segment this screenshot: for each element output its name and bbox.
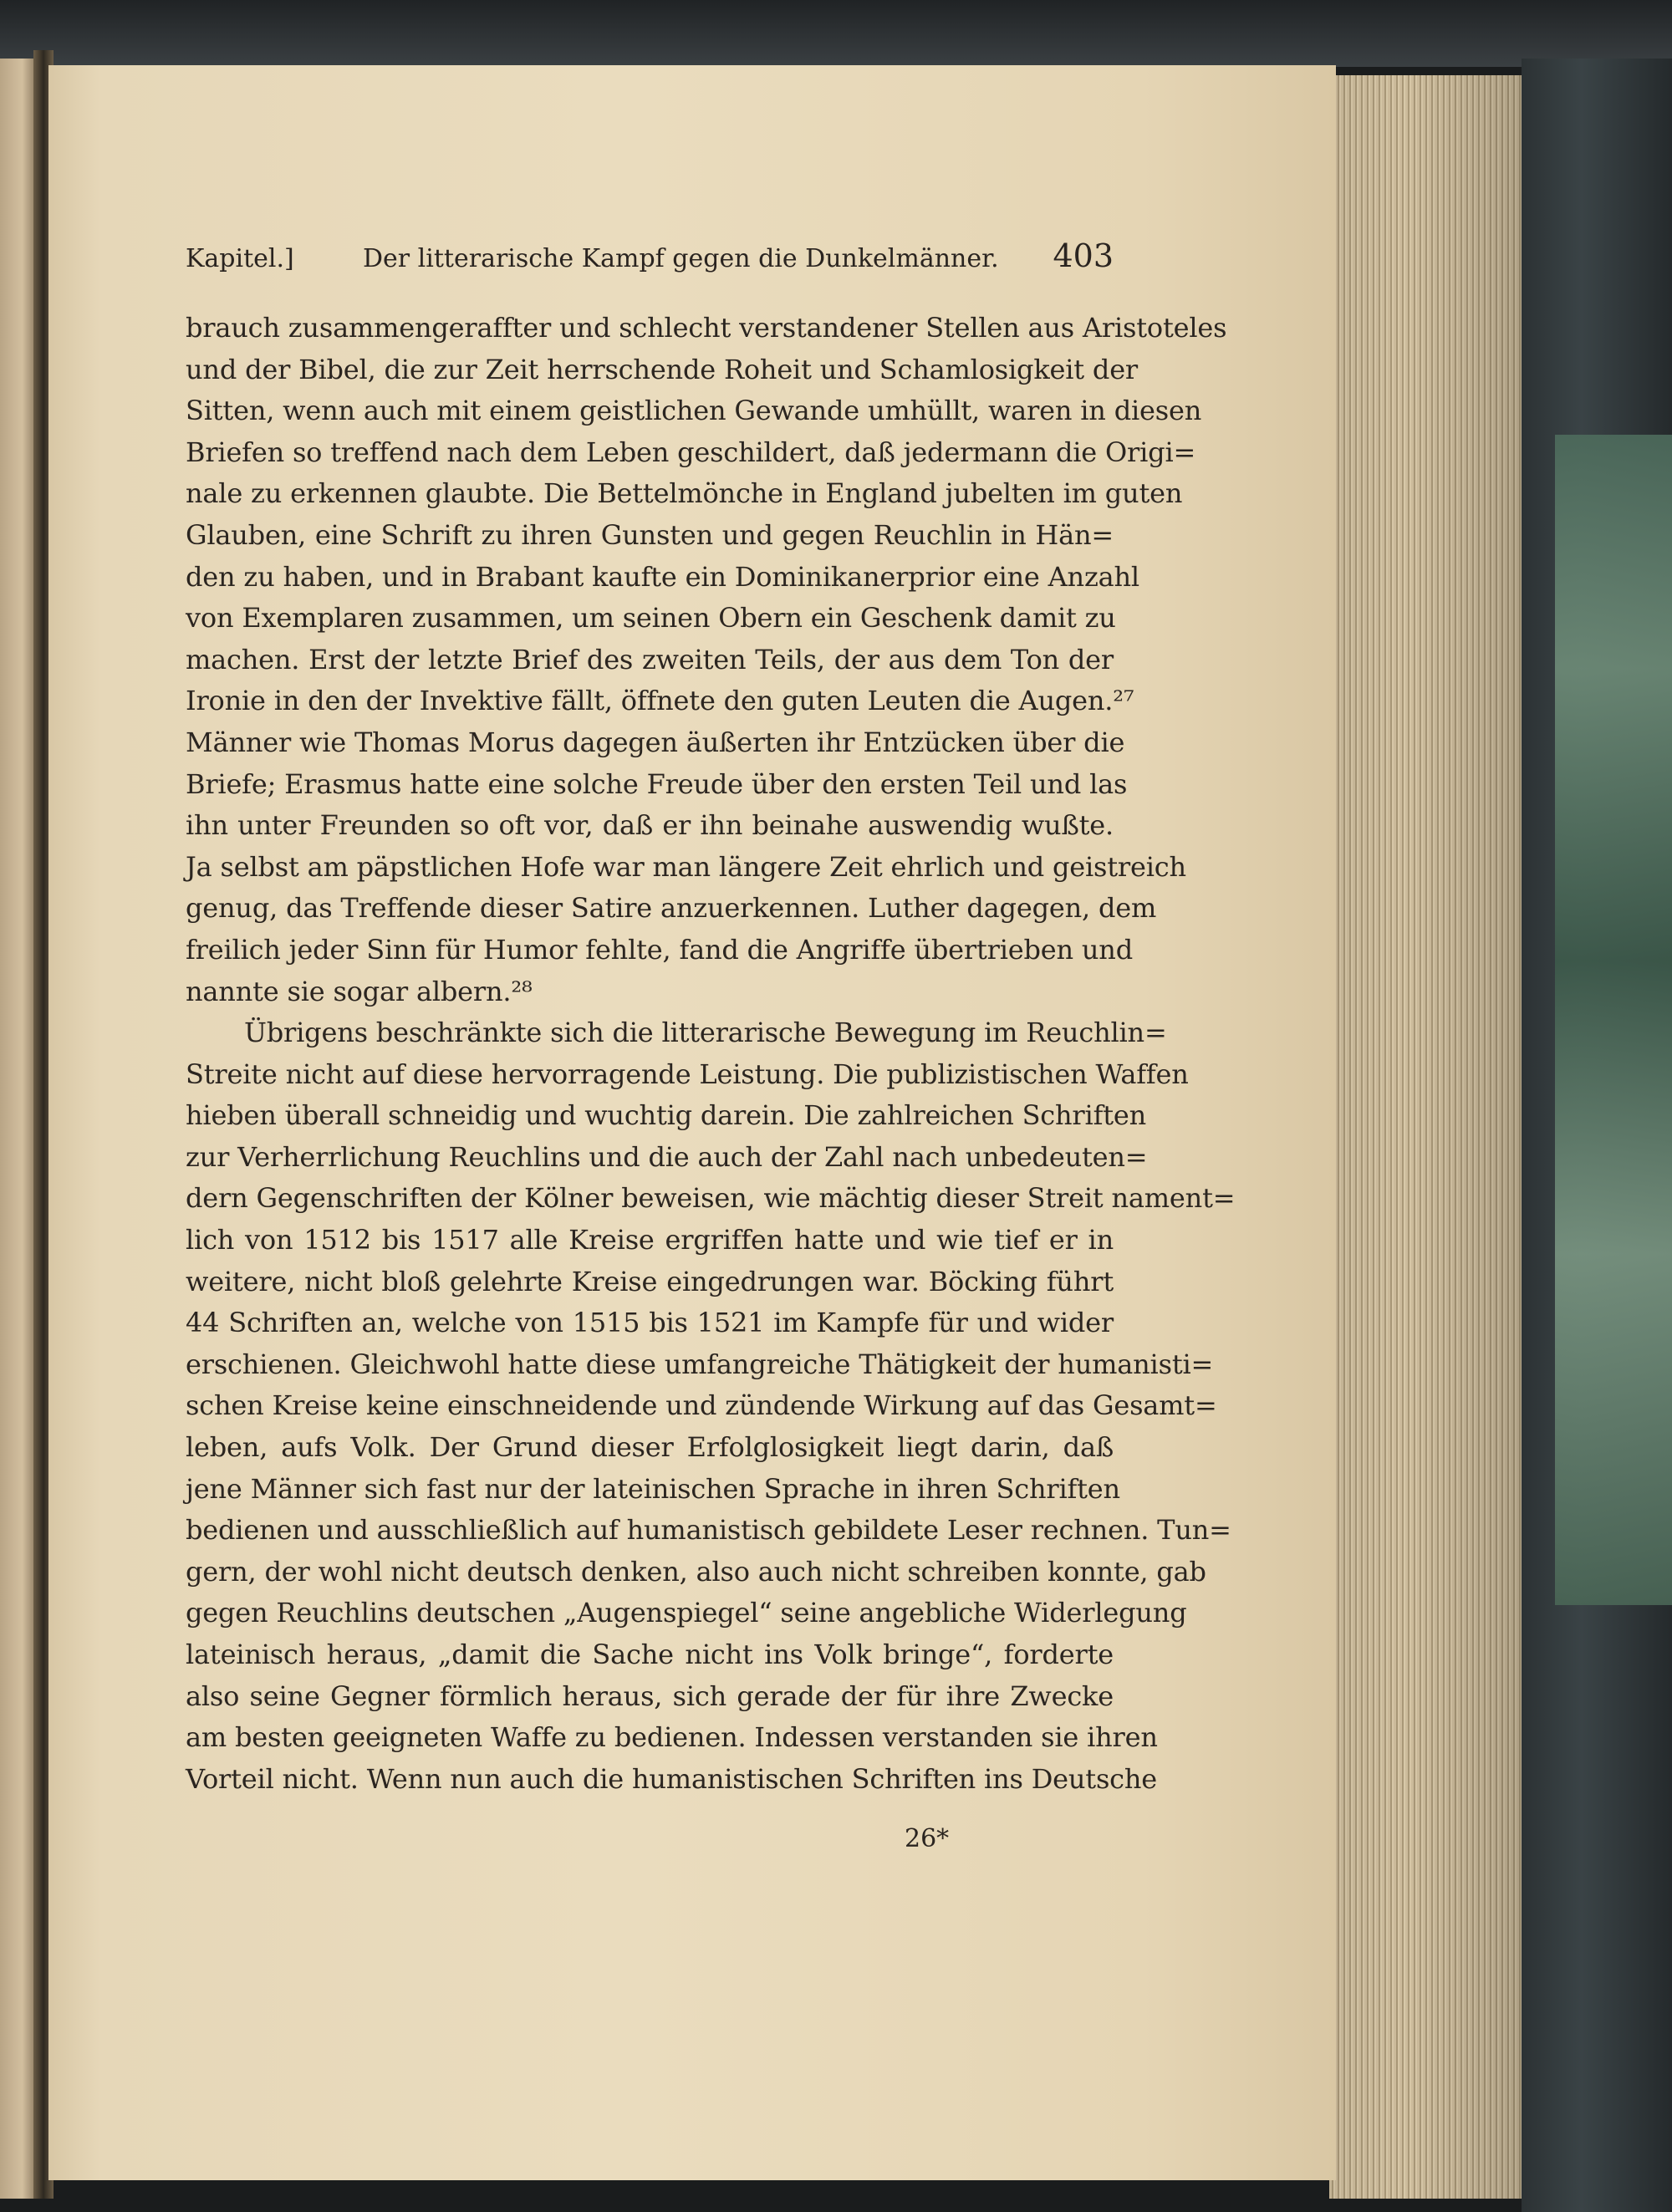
text-line: nannte sie sogar albern.²⁸ bbox=[186, 975, 533, 1007]
text-line: Ja selbst am päpstlichen Hofe war man längere Zeit ehrlich und geistreich bbox=[186, 850, 1186, 883]
text-line: zur Verherrlichung Reuchlins und die auch der Zahl nach unbedeuten= bbox=[186, 1140, 1148, 1173]
background-top bbox=[0, 0, 1672, 67]
text-line: Übrigens beschränkte sich die litterarische Bewegung im Reuchlin= bbox=[244, 1017, 1167, 1049]
text-line: Sitten, wenn auch mit einem geistlichen Gewande umhüllt, waren in diesen bbox=[186, 395, 1202, 427]
text-line: dern Gegenschriften der Kölner beweisen, wie mächtig dieser Streit nament= bbox=[186, 1182, 1236, 1215]
cover-marbled-edge bbox=[1555, 435, 1672, 1605]
text-line: gegen Reuchlins deutschen „Augenspiegel“ seine angebliche Widerlegung bbox=[186, 1597, 1187, 1629]
text-line: lich von 1512 bis 1517 alle Kreise ergriffen hatte und wie tief er in bbox=[186, 1224, 1114, 1256]
text-line: Vorteil nicht. Wenn nun auch die humanistischen Schriften ins Deutsche bbox=[186, 1762, 1158, 1795]
text-line: brauch zusammengeraffter und schlecht verstandener Stellen aus Aristoteles bbox=[186, 312, 1227, 344]
text-line: Ironie in den der Invektive fällt, öffnete den guten Leuten die Augen.²⁷ bbox=[186, 685, 1134, 717]
text-line: Streite nicht auf diese hervorragende Leistung. Die publizistischen Waffen bbox=[186, 1058, 1189, 1090]
signature-mark: 26* bbox=[905, 1824, 950, 1853]
text-line: gern, der wohl nicht deutsch denken, also auch nicht schreiben konnte, gab bbox=[186, 1555, 1206, 1588]
text-line: machen. Erst der letzte Brief des zweiten Teils, der aus dem Ton der bbox=[186, 643, 1114, 675]
text-line: leben, aufs Volk. Der Grund dieser Erfolglosigkeit liegt darin, daß bbox=[186, 1431, 1114, 1464]
running-head-chapter: Kapitel.] bbox=[186, 244, 294, 273]
text-line: jene Männer sich fast nur der lateinischen Sprache in ihren Schriften bbox=[186, 1472, 1120, 1505]
running-head bbox=[186, 237, 1114, 284]
left-page-sliver bbox=[0, 59, 37, 2199]
text-line: Briefen so treffend nach dem Leben geschildert, daß jedermann die Origi= bbox=[186, 436, 1196, 468]
page-edges bbox=[1329, 75, 1522, 2199]
text-line: weitere, nicht bloß gelehrte Kreise eingedrungen war. Böcking führt bbox=[186, 1265, 1114, 1297]
text-line: genug, das Treffende dieser Satire anzuerkennen. Luther dagegen, dem bbox=[186, 892, 1157, 925]
paragraph-2 bbox=[186, 1012, 1236, 1800]
text-line: 44 Schriften an, welche von 1515 bis 1521 im Kampfe für und wider bbox=[186, 1307, 1114, 1339]
text-line: also seine Gegner förmlich heraus, sich gerade der für ihre Zwecke bbox=[186, 1679, 1114, 1712]
text-line: und der Bibel, die zur Zeit herrschende Roheit und Schamlosigkeit der bbox=[186, 353, 1139, 385]
text-line: den zu haben, und in Brabant kaufte ein Dominikanerprior eine Anzahl bbox=[186, 560, 1139, 593]
text-line: am besten geeigneten Waffe zu bedienen. Indessen verstanden sie ihren bbox=[186, 1721, 1158, 1754]
text-line: nale zu erkennen glaubte. Die Bettelmönche in England jubelten im guten bbox=[186, 477, 1183, 510]
text-line: Briefe; Erasmus hatte eine solche Freude über den ersten Teil und las bbox=[186, 767, 1128, 800]
paragraph-1 bbox=[186, 308, 1227, 1012]
running-head-title: Der litterarische Kampf gegen die Dunkelmänner. bbox=[363, 244, 999, 273]
text-line: hieben überall schneidig und wuchtig darein. Die zahlreichen Schriften bbox=[186, 1099, 1147, 1132]
text-line: Glauben, eine Schrift zu ihren Gunsten und gegen Reuchlin in Hän= bbox=[186, 518, 1114, 551]
page-number: 403 bbox=[1053, 237, 1114, 274]
text-line: Männer wie Thomas Morus dagegen äußerten ihr Entzücken über die bbox=[186, 726, 1125, 758]
text-line: bedienen und ausschließlich auf humanistisch gebildete Leser rechnen. Tun= bbox=[186, 1514, 1231, 1547]
text-line: erschienen. Gleichwohl hatte diese umfangreiche Thätigkeit der humanisti= bbox=[186, 1348, 1214, 1380]
text-line: freilich jeder Sinn für Humor fehlte, fand die Angriffe übertrieben und bbox=[186, 933, 1133, 966]
text-line: von Exemplaren zusammen, um seinen Obern ein Geschenk damit zu bbox=[186, 602, 1116, 635]
text-line: ihn unter Freunden so oft vor, daß er ihn beinahe auswendig wußte. bbox=[186, 809, 1114, 842]
body-text bbox=[186, 308, 1236, 1800]
text-line: lateinisch heraus, „damit die Sache nicht ins Volk bringe“, forderte bbox=[186, 1639, 1114, 1670]
text-line: schen Kreise keine einschneidende und zündende Wirkung auf das Gesamt= bbox=[186, 1389, 1217, 1422]
